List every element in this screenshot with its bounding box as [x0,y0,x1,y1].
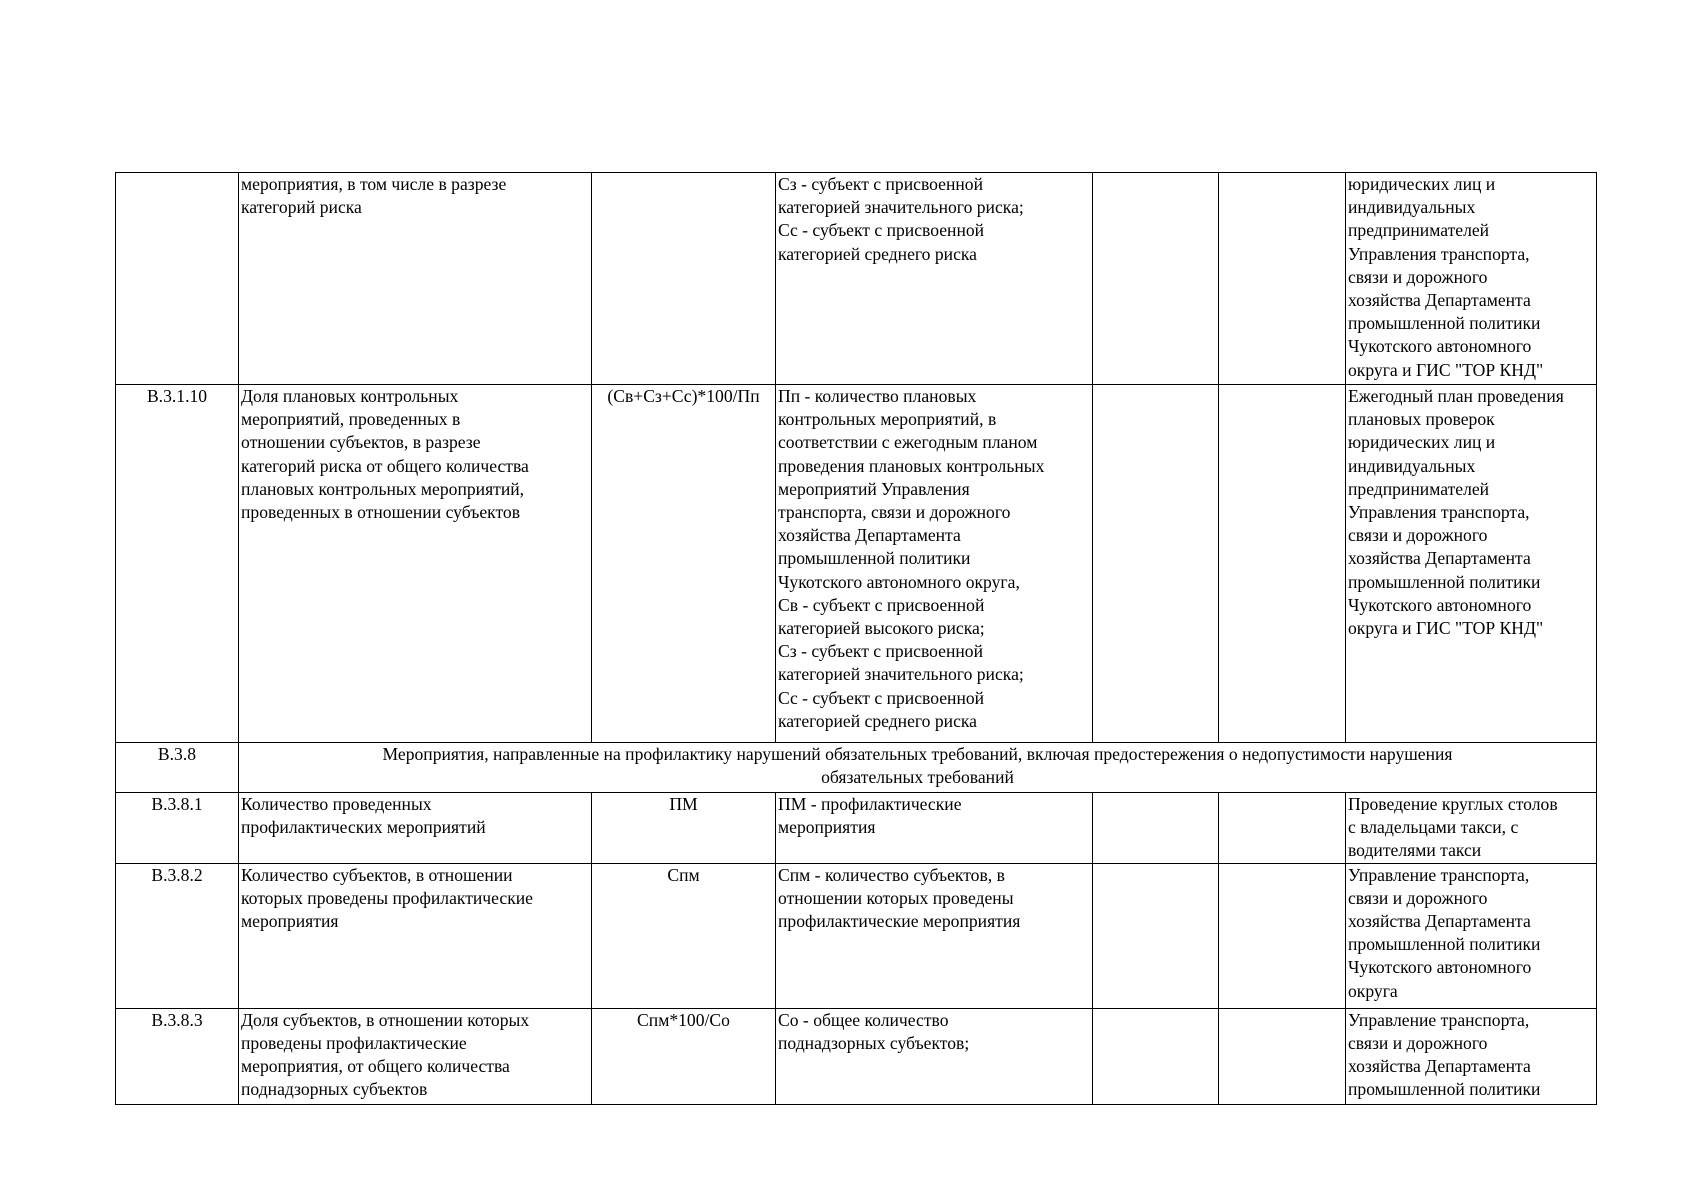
text-line: категорий риска от общего количества [241,455,529,476]
text-line: Пп - количество плановых [778,386,977,406]
table-row [116,1008,1597,1104]
text-line: проведенных в отношении субъектов [241,502,521,523]
text-line: категорией значительного риска; [778,197,1024,218]
text-line: промышленной политики [1348,571,1541,592]
text-line: хозяйства Департамента [778,525,961,546]
name-cell [239,863,592,1008]
text-line: предпринимателей [1348,478,1490,499]
text-line: Сз - субъект с присвоенной [778,174,983,194]
formula-cell [592,385,776,743]
value2-cell [1219,385,1346,743]
text-line: Сс - субъект с присвоенной [778,687,985,708]
text-line: категорий риска [241,197,362,218]
text-line: промышленной политики [1348,313,1541,334]
table-row [116,173,1597,385]
text-line: отношении которых проведены [778,887,1014,908]
text-line: связи и дорожного [1348,266,1488,287]
formula-cell-text: Спм*100/Со [637,1009,730,1030]
text-line: категорией среднего риска [778,243,977,264]
value1-cell [1093,793,1219,864]
text-line: индивидуальных [1348,455,1476,476]
text-line: Сз - субъект с присвоенной [778,641,983,662]
table-row [116,863,1597,1008]
text-line: округа [1348,980,1398,1001]
code-cell [116,793,239,864]
text-line: связи и дорожного [1348,887,1488,908]
text-line: мероприятия [241,911,339,932]
code-cell [116,863,239,1008]
text-line: предпринимателей [1348,220,1490,241]
section-title-cell [239,743,1597,793]
document-page [115,172,1596,1105]
name-cell [239,1008,592,1104]
name-cell [239,173,592,385]
value2-cell [1219,863,1346,1008]
text-line: округа и ГИС "ТОР КНД" [1348,359,1544,380]
text-line: профилактические мероприятия [778,911,1021,932]
text-line: Мероприятия, направленные на профилактику нарушений обязательных требований, включая предостережения о недопустимости нарушения [382,744,1453,764]
text-line: Управления транспорта, [1348,502,1530,523]
text-line: Чукотского автономного [1348,594,1532,615]
text-line: Ежегодный план проведения [1348,386,1564,406]
text-line: Чукотского автономного округа, [778,571,1020,592]
value1-cell [1093,863,1219,1008]
description-cell [776,863,1093,1008]
formula-cell [592,793,776,864]
text-line: Управление транспорта, [1348,1009,1530,1030]
description-cell [776,1008,1093,1104]
code-cell-text: В.3.8 [157,744,197,764]
text-line: отношении субъектов, в разрезе [241,432,481,453]
text-line: Чукотского автономного [1348,957,1532,978]
text-line: индивидуальных [1348,197,1476,218]
text-line: Количество субъектов, в отношении [241,864,513,885]
value2-cell [1219,1008,1346,1104]
table-body [116,173,1597,1105]
text-line: профилактических мероприятий [241,817,486,838]
text-line: юридических лиц и [1348,174,1496,194]
text-line: мероприятий, проведенных в [241,409,461,430]
description-cell [776,793,1093,864]
text-line: Доля плановых контрольных [241,386,459,406]
text-line: Доля субъектов, в отношении которых [241,1009,530,1030]
section-row [116,743,1597,793]
code-cell [116,173,239,385]
value1-cell [1093,1008,1219,1104]
name-cell [239,793,592,864]
formula-cell [592,173,776,385]
text-line: связи и дорожного [1348,1032,1488,1053]
name-cell [239,385,592,743]
code-cell-text: В.3.1.10 [146,386,208,406]
table-row [116,793,1597,864]
formula-cell [592,1008,776,1104]
code-cell-text: В.3.8.2 [151,864,203,885]
text-line: плановых контрольных мероприятий, [241,478,525,499]
text-line: мероприятия [778,817,876,838]
value1-cell [1093,173,1219,385]
text-line: категорией значительного риска; [778,664,1024,685]
text-line: соответствии с ежегодным планом [778,432,1038,453]
text-line: поднадзорных субъектов [241,1079,428,1100]
text-line: плановых проверок [1348,409,1495,430]
source-cell [1346,385,1597,743]
description-cell [776,173,1093,385]
text-line: хозяйства Департамента [1348,1056,1531,1077]
indicators-table [115,172,1597,1105]
source-cell [1346,863,1597,1008]
text-line: хозяйства Департамента [1348,911,1531,932]
text-line: промышленной политики [1348,1079,1541,1100]
formula-cell-text: (Св+Сз+Сс)*100/Пп [607,386,760,406]
text-line: юридических лиц и [1348,432,1496,453]
text-line: с владельцами такси, с [1348,817,1519,838]
text-line: транспорта, связи и дорожного [778,502,1011,523]
formula-cell-text: Спм [667,864,700,885]
text-line: ПМ - профилактические [778,794,962,814]
code-cell [116,743,239,793]
text-line: Со - общее количество [778,1009,949,1030]
source-cell [1346,793,1597,864]
text-line: Сс - субъект с присвоенной [778,220,985,241]
text-line: проведения плановых контрольных [778,455,1045,476]
table-row [116,385,1597,743]
text-line: категорией среднего риска [778,710,977,731]
text-line: промышленной политики [1348,934,1541,955]
text-line: обязательных требований [821,767,1014,788]
description-cell [776,385,1093,743]
text-line: мероприятия, в том числе в разрезе [241,174,507,194]
text-line: Проведение круглых столов [1348,794,1558,814]
text-line: хозяйства Департамента [1348,548,1531,569]
value2-cell [1219,793,1346,864]
text-line: мероприятий Управления [778,478,970,499]
code-cell [116,1008,239,1104]
text-line: поднадзорных субъектов; [778,1032,970,1053]
text-line: проведены профилактические [241,1032,467,1053]
text-line: Управление транспорта, [1348,864,1530,885]
text-line: категорией высокого риска; [778,618,985,639]
text-line: Спм - количество субъектов, в [778,864,1005,885]
text-line: промышленной политики [778,548,971,569]
text-line: связи и дорожного [1348,525,1488,546]
text-line: водителями такси [1348,840,1482,861]
text-line: Чукотского автономного [1348,336,1532,357]
text-line: округа и ГИС "ТОР КНД" [1348,618,1544,639]
text-line: Количество проведенных [241,794,432,814]
text-line: мероприятия, от общего количества [241,1056,510,1077]
source-cell [1346,1008,1597,1104]
text-line: контрольных мероприятий, в [778,409,997,430]
text-line: Св - субъект с присвоенной [778,594,985,615]
formula-cell-text: ПМ [669,794,698,814]
formula-cell [592,863,776,1008]
code-cell-text: В.3.8.1 [151,794,203,814]
value2-cell [1219,173,1346,385]
value1-cell [1093,385,1219,743]
source-cell [1346,173,1597,385]
text-line: хозяйства Департамента [1348,290,1531,311]
text-line: которых проведены профилактические [241,887,533,908]
text-line: Управления транспорта, [1348,243,1530,264]
code-cell-text: В.3.8.3 [151,1009,203,1030]
code-cell [116,385,239,743]
